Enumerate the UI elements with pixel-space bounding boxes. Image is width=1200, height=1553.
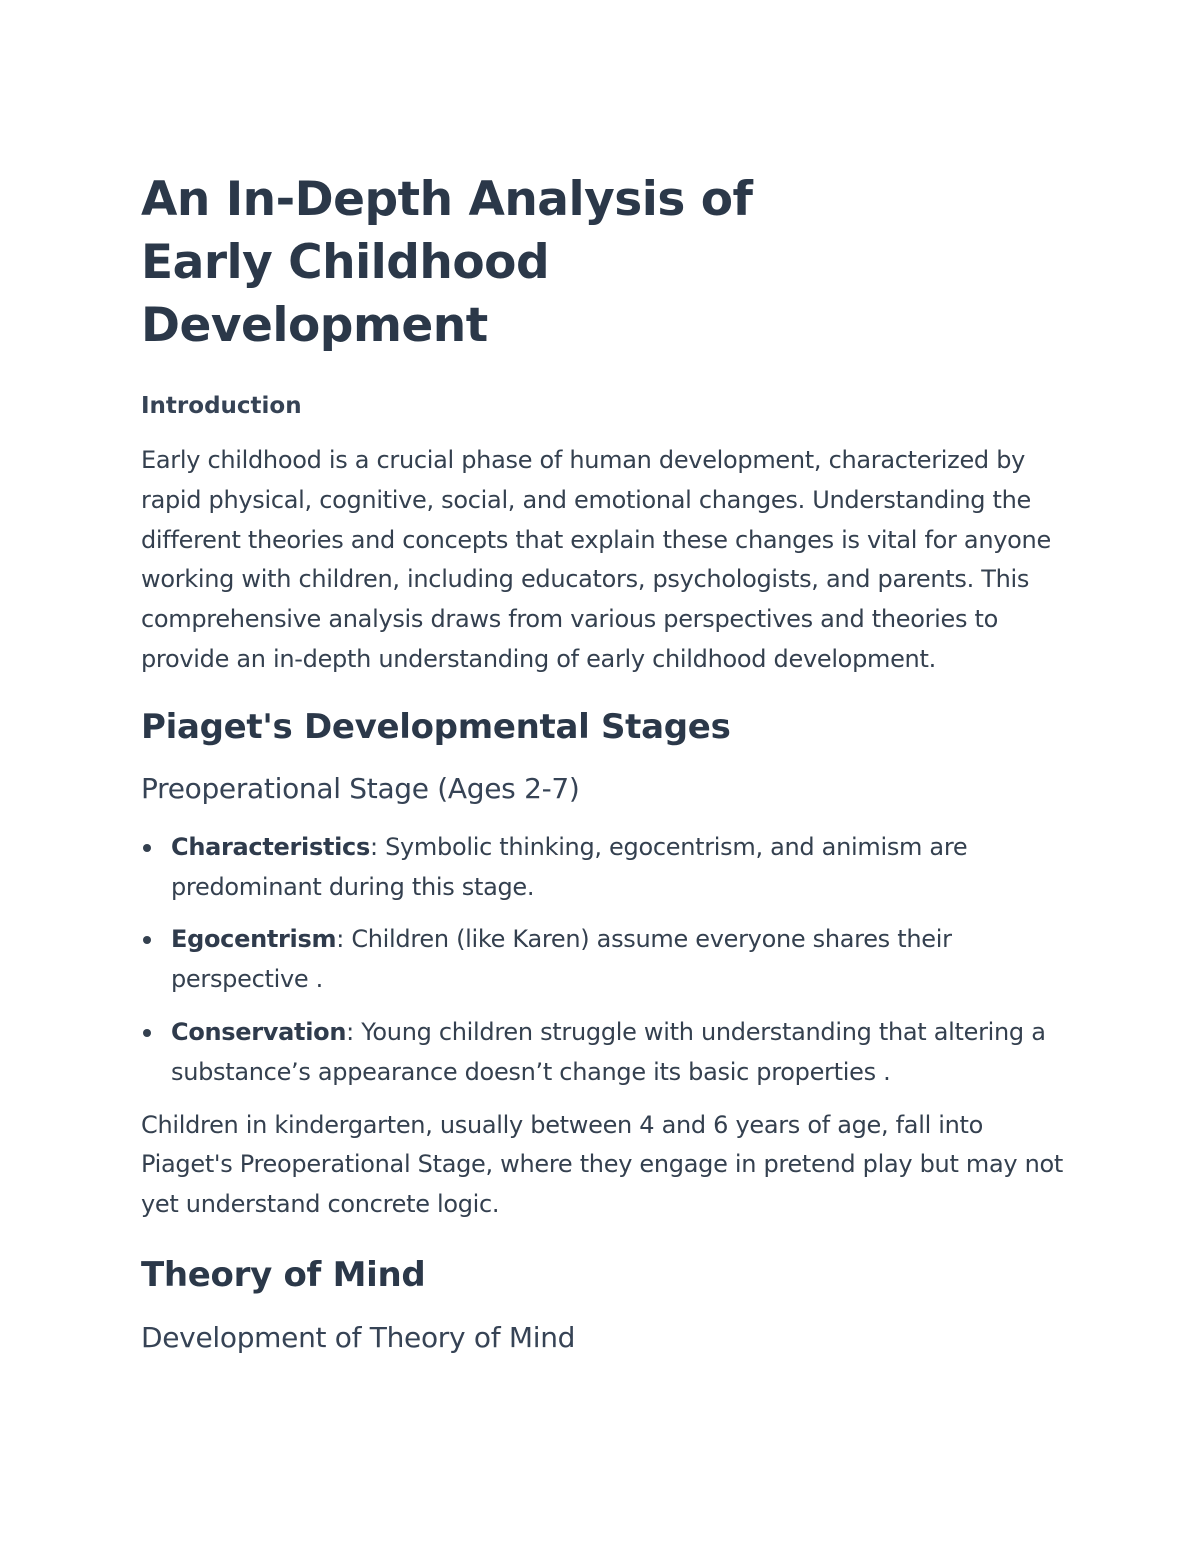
list-item-term: Conservation	[171, 1017, 347, 1046]
list-item-term: Characteristics	[171, 832, 370, 861]
theory-of-mind-heading: Theory of Mind	[141, 1254, 426, 1295]
piaget-bullet-list	[141, 828, 1071, 1093]
list-item	[141, 828, 1071, 908]
document-page	[141, 168, 1071, 1358]
preoperational-subheading: Preoperational Stage (Ages 2-7)	[141, 771, 580, 805]
piaget-heading: Piaget's Developmental Stages	[141, 706, 731, 747]
theory-of-mind-subheading: Development of Theory of Mind	[141, 1320, 576, 1354]
intro-label: Introduction	[141, 393, 302, 419]
list-item-separator: :	[346, 1017, 354, 1046]
bullet-icon	[143, 936, 151, 944]
list-item-text: Children (like Karen) assume everyone shares their perspective .	[171, 925, 952, 994]
list-item	[141, 920, 1071, 1000]
kindergarten-paragraph: Children in kindergarten, usually between 4 and 6 years of age, fall into Piaget's Preoperational Stage, where they engage in pretend play but may not yet understand concrete logic.	[141, 1110, 1064, 1219]
list-item-text: Symbolic thinking, egocentrism, and animism are predominant during this stage.	[171, 832, 968, 901]
bullet-icon	[143, 1029, 151, 1037]
list-item-term: Egocentrism	[171, 925, 337, 954]
list-item	[141, 1013, 1071, 1093]
bullet-icon	[143, 844, 151, 852]
list-item-text: Young children struggle with understanding that altering a substance’s appearance doesn’t change its basic properties .	[171, 1017, 1046, 1086]
document-title: An In-Depth Analysis of Early Childhood Development	[141, 172, 753, 353]
list-item-separator: :	[336, 925, 344, 954]
list-item-separator: :	[369, 832, 378, 861]
intro-paragraph: Early childhood is a crucial phase of human development, characterized by rapid physical, cognitive, social, and emotional changes. Understanding the different theories and concepts that explain these changes is vital for anyone working with children, including educators, psychologists, and parents. This comprehensive analysis draws from various perspectives and theories to provide an in-depth understanding of early childhood development.	[141, 446, 1051, 673]
